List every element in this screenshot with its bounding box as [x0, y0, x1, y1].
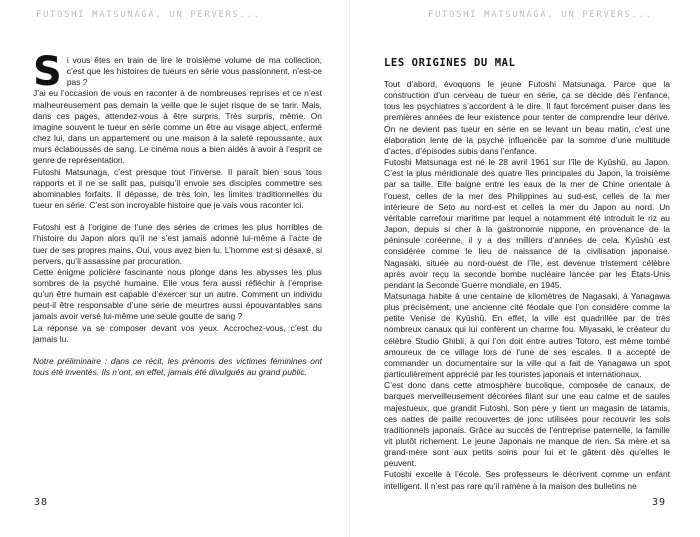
paragraph: La réponse va se composer devant vos yeux. Accrochez-vous, c’est du jamais lu.	[33, 322, 322, 344]
paragraph: Futoshi excelle à l’école. Ses professeurs le décrivent comme un enfant intelligent. Il n’est pas rare qu’il ramène à la maison des bulletins ne	[384, 469, 670, 491]
paragraph: Futoshi Matsunaga est né le 28 avril 1961 sur l’île de Kyūshū, au Japon. C’est la plus méridionale des quatre îles principales du Japon, la troisième par sa taille. Elle baigne entre les eaux de la mer de Chine orientale à l’ouest, celles de la mer des Philippines au sud-est, celles de la mer intérieure de Seto au nord-est et celles la mer du Japon au nord. Un véritable carrefour maritime par lequel a notamment été introduit le riz au Japon, depuis si cher à la gastronomie nippone, en provenance de la péninsule coréenne, il y a des milliers d’années de cela. Kyūshū est considérée comme le lieu de naissance de la civilisation japonaise. Nagasaki, située au nord-ouest de l’île, est devenue tristement célèbre après avoir reçu la seconde bombe nucléaire lancée par les États-Unis pendant la Seconde Guerre mondiale, en 1945.	[384, 157, 670, 290]
left-page-body	[33, 49, 322, 378]
running-head-left: FUTOSHI MATSUNAGA, UN PERVERS...	[36, 10, 261, 20]
paragraph-gap	[33, 345, 322, 356]
opening-paragraph	[33, 49, 322, 95]
paragraph: Matsunaga habite à une centaine de kilomètres de Nagasaki, à Yanagawa plus précisément, une ancienne cité féodale que l’on considère comme la petite Venise de Kyūshū. En effet, la ville est quadrillée par de très nombreux canaux qui lui confèrent un charme fou. Miyasaki, le créateur du célèbre Studio Ghibli, à qui l’on doit entre autres Totoro, est même tombé amoureux de ce village lors de l’une de ses escales. Il a accepté de commander un documentaire sur la ville qui a fait de Yanagawa un spot particulièrement apprécié par les touristes japonais et internationaux.	[384, 290, 670, 380]
paragraph: Futoshi Matsunaga, c’est presque tout l’inverse. Il paraît bien sous tous rapports et il ne se salit pas, puisqu’il envoie ses disciples commettre ses abominables forfaits. Il dépasse, de très loin, les limites traditionnelles du tueur en série. C’est son incroyable histoire que je vais vous raconter ici.	[33, 166, 322, 211]
paragraph: Cette énigme policière fascinante nous plonge dans les abysses les plus sombres de la psyché humaine. Elle vous fera aussi réfléchir à l’emprise qu’un être humain est capable d’exercer sur un autre. Comment un individu peut-il être responsable d’une série de meurtres aussi épouvantables sans jamais avoir versé lui-même une seule goutte de sang ?	[33, 266, 322, 322]
paragraph-gap	[33, 211, 322, 222]
paragraph: Tout d’abord, évoquons le jeune Futoshi Matsunaga. Parce que la construction d’un cerveau de tueur en série, ça se décide dès l’enfance, tous les psychiatres s’accordent à le dire. Il faut forcément puiser dans les premières années de leur existence pour tenter de comprendre leur dérive. On ne devient pas tueur en série en se levant un beau matin, c’est une élaboration lente de la psyché influencée par la somme d’une multitude d’actes, d’épisodes subis dans l’enfance.	[384, 79, 670, 156]
preliminary-note: Notre préliminaire : dans ce récit, les prénoms des victimes féminines ont tous été inventés. Ils n’ont, en effet, jamais été divulgués au grand public.	[33, 355, 322, 378]
page-number-left: 38	[34, 497, 49, 508]
paragraph: J’ai eu l’occasion de vous en raconter à de nombreuses reprises et ce n’est malheureusement pas demain la veille que le sujet risque de se tarir. Mais, dans ces pages, attendez-vous à être surpris. Très surpris, même. On imagine souvent le tueur en série comme un être au visage abject, enfermé chez lui, dans un appartement ou une maison à la saleté repoussante, aux murs éclaboussés de sang. Le cinéma nous a bien aidés à avoir à l’esprit ce genre de représentation.	[33, 88, 322, 166]
running-head-right: FUTOSHI MATSUNAGA, UN PERVERS...	[428, 10, 653, 20]
right-page-body	[384, 79, 670, 492]
page-number-right: 39	[652, 497, 667, 508]
opening-paragraph-text: i vous êtes en train de lire le troisième volume de ma collection, c’est que les histoires de tueurs en série vous passionnent, n’est-ce pas ?	[66, 55, 322, 88]
right-page	[350, 0, 700, 537]
drop-cap: S	[33, 49, 62, 95]
paragraph: C’est donc dans cette atmosphère bucolique, composée de canaux, de barques merveilleusement décorées filant sur une eau calme et de saules majestueux, que grandit Futoshi. Son père y tient un magasin de tatamis, ces nattes de paille recouvertes de jonc utilisées pour recouvrir les sols traditionnels japonais. Grâce au succès de l’entreprise paternelle, la famille vit plutôt richement. Le jeune Japonais ne manque de rien. Sa mère et sa grand-mère sont aux petits soins pour lui et le gâtent dès qu’elles le peuvent.	[384, 380, 670, 469]
chapter-title: LES ORIGINES DU MAL	[384, 57, 516, 69]
paragraph: Futoshi est à l’origine de l’une des séries de crimes les plus horribles de l’histoire du Japon alors qu’il ne s’est jamais adonné lui-même à l’acte de tuer de ses propres mains. Oui, vous avez bien lu. L’homme est si désaxé, si pervers, qu’il assassine par procuration.	[33, 222, 322, 266]
